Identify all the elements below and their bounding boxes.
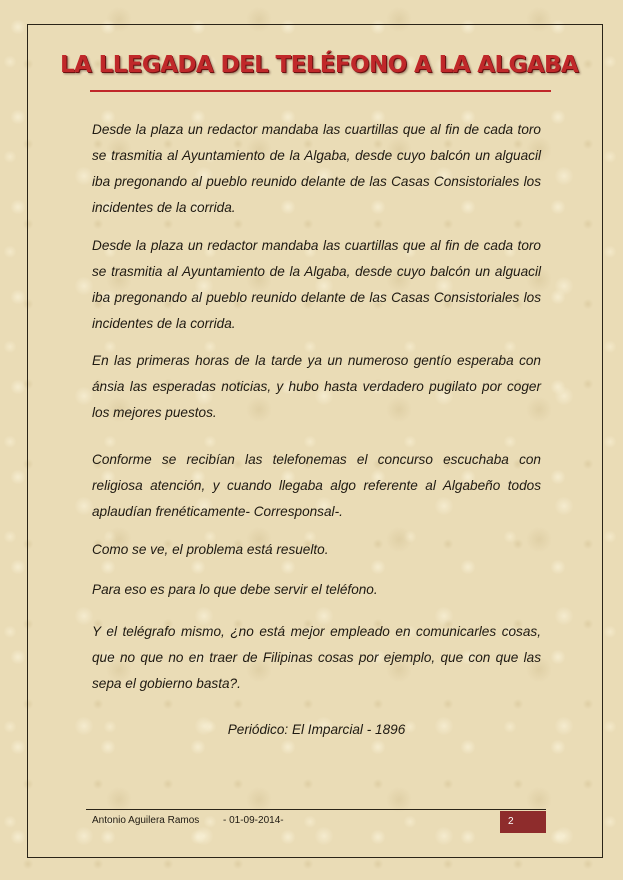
title-underline [90, 90, 551, 92]
paragraph-6: Para eso es para lo que debe servir el teléfono. [92, 582, 378, 597]
paragraph-2: Desde la plaza un redactor mandaba las cuartillas que al fin de cada toro se trasmitia al Ayuntamiento de la Algaba, desde cuyo balcón un alguacil iba pregonando al pueblo reunido delante de las Casas Consistoriales los incidentes de la corrida. [92, 238, 541, 331]
paragraph-4: Conforme se recibían las telefonemas el concurso escuchaba con religiosa atención, y cuando llegaba algo referente al Algabeño todos aplaudían frenéticamente- Corresponsal-. [92, 452, 541, 519]
footer-author: Antonio Aguilera Ramos [92, 815, 200, 826]
footer-date: - 01-09-2014- [223, 815, 284, 826]
paragraph-5: Como se ve, el problema está resuelto. [92, 542, 329, 557]
paragraph-7: Y el telégrafo mismo, ¿no está mejor empleado en comunicarles cosas, que no que no en traer de Filipinas cosas por ejemplo, que con que las sepa el gobierno basta?. [92, 624, 541, 691]
paragraph-1: Desde la plaza un redactor mandaba las cuartillas que al fin de cada toro se trasmitia al Ayuntamiento de la Algaba, desde cuyo balcón un alguacil iba pregonando al pueblo reunido delante de las Casas Consistoriales los incidentes de la corrida. [92, 122, 541, 215]
page-title: LA LLEGADA DEL TELÉFONO A LA ALGABA [60, 52, 579, 78]
page-number: 2 [508, 816, 514, 827]
footer-divider [86, 809, 546, 810]
paragraph-3: En las primeras horas de la tarde ya un numeroso gentío esperaba con ánsia las esperadas noticias, y hubo hasta verdadero pugilato por coger los mejores puestos. [92, 353, 541, 420]
source-citation: Periódico: El Imparcial - 1896 [227, 722, 406, 737]
page-number-badge [500, 811, 546, 833]
